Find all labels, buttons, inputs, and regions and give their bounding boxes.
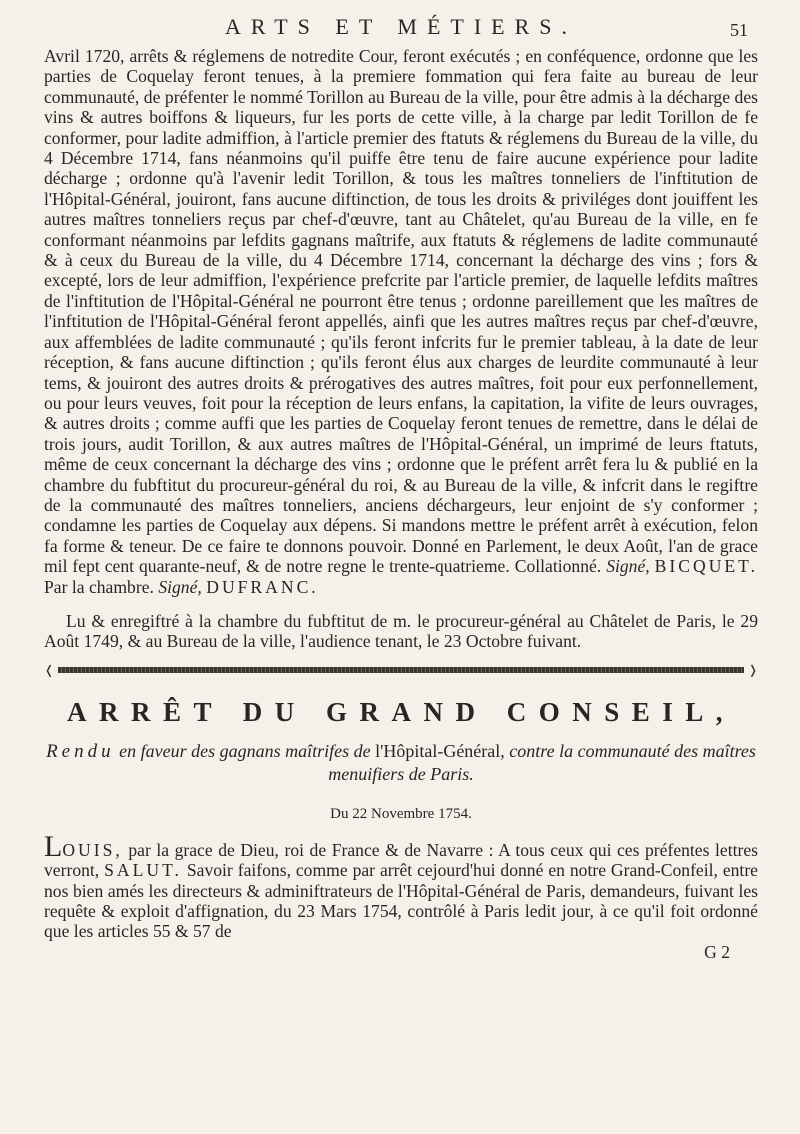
signature-mark: G 2 [704,941,730,962]
rule-line [58,667,744,673]
paragraph-decree [44,46,758,597]
rule-ornament-right-icon: ❭ [747,662,758,677]
running-title: ARTS ET MÉTIERS. [224,14,577,39]
paragraph-decree-text: Avril 1720, arrêts & réglemens de notredite Cour, feront exécutés ; en conféquence, ordonne que les parties de Coquelay feront tenues, à la premiere fommation qui fera faite au bureau de leur communauté, de préfenter le nommé Torillon au Bureau de la ville, pour être admis à la décharge des vins & autres boiffons & liqueurs, fur les ports de cette ville, à la charge par ledit Torillon de fe conformer, pour ladite admiffion, à l'article premier des ftatuts & réglemens du Bureau de la ville, du 4 Décembre 1714, fans néanmoins qu'il puiffe être tenu de faire aucune expérience pour ladite décharge ; ordonne qu'à l'avenir ledit Torillon, & tous les maîtres tonneliers de l'inftitution de l'Hôpital-Général, jouiront, fans aucune diftinction, de tous les droits & priviléges dont jouiffent les autres maîtres tonneliers reçus par chef-d'œuvre, tant au Châtelet, qu'au Bureau de la ville, en fe conformant néanmoins par lefdits gagnans maîtrife, aux ftatuts & réglemens de ladite communauté & à ceux du Bureau de la ville, du 4 Décembre 1714, concernant la décharge des vins ; fors & excepté, lors de leur admiffion, l'expérience prefcrite par l'article premier, de laquelle lefdits maîtres de l'inftitution de l'Hôpital-Général ne pourront être tenus ; ordonne pareillement que les maîtres de l'inftitution de l'Hôpital-Général feront appellés, ainfi que les autres maîtres reçus par chef-d'œuvre, aux affemblées de ladite communauté ; qu'ils feront infcrits fur le premier tableau, à la date de leur réception, & fans aucune diftinction ; qu'ils feront élus aux charges de leurdite communauté à leur tems, & jouiront des autres droits & prérogatives des autres maîtres, foit pour eux perfonnellement, ou pour leurs veuves, foit pour la réception de leurs enfans, la capitation, la vifite de leurs ouvrages, & autres droits ; comme auffi que les parties de Coquelay feront tenues de remettre, dans le délai de trois jours, audit Torillon, & aux autres maîtres de l'Hôpital-Général, un imprimé de leurs ftatuts, même de ceux concernant la décharge des vins ; ordonne que le préfent arrêt fera lu & publié en la chambre du fubftitut du procureur-général du roi, & au Bureau de la ville, & infcrit dans le regiftre de la communauté des maîtres tonneliers, anciens déchargeurs, leur enjoint de s'y conformer ; condamne les parties de Coquelay aux dépens. Si mandons mettre le préfent arrêt à exécution, felon fa forme & teneur. De ce faire te donnons pouvoir. Donné en Parlement, le deux Août, l'an de grace mil fept cent quarante-neuf, & de notre regne le trente-quatrieme. Collationné. [44,46,758,577]
louis-text-1: par la grace de Dieu, roi de France & de Navarre : A tous ceux qui ces préfentes lettres verront, [44,839,758,881]
decree-date: Du 22 Novembre 1754. [330,805,472,822]
signe-label-1: Signé, [606,556,650,577]
subtitle-lead: Rendu [46,740,115,762]
signatory-bicquet: BICQUET. [654,556,758,577]
louis-text-2: Savoir faifons, comme par arrêt cejourd'hui donné en notre Grand-Confeil, entre nos bien amés les directeurs & adminiftrateurs de l'Hôpital-Général de Paris, demandeurs, fuivant les requête & exploit d'affignation, du 23 Mars 1754, contrôlé à Paris ledit jour, à ce qu'il foit ordonné que les articles 55 & 57 de [44,860,758,942]
rule-ornament-left-icon: ❬ [44,662,55,677]
dropcap-letter: L [44,829,63,863]
salut-word: SALUT. [104,860,182,881]
subtitle-italic-1: en faveur des gagnans maîtrifes de [119,740,371,761]
page-number: 51 [730,20,748,40]
subtitle-roman: l'Hôpital-Général, [375,740,505,761]
signe-label-2: Signé, [158,576,202,597]
ornamental-rule [44,662,758,677]
signatory-dufranc: DUFRANC. [206,576,319,597]
par-la-chambre: Par la chambre. [44,576,154,597]
louis-lead: OUIS, [62,839,123,860]
paragraph-louis [44,829,758,942]
section-subtitle [44,740,758,785]
paragraph-registration: Lu & enregiftré à la chambre du fubftitut de m. le procureur-général au Châtelet de Paris, le 29 Août 1749, & au Bureau de la ville, l'audience tenant, le 23 Octobre fuivant. [44,610,758,652]
section-title: ARRÊT DU GRAND CONSEIL, [66,696,736,727]
running-head [44,0,758,46]
subtitle-italic-2: contre la communauté des maîtres menuifiers de Paris. [328,740,756,784]
